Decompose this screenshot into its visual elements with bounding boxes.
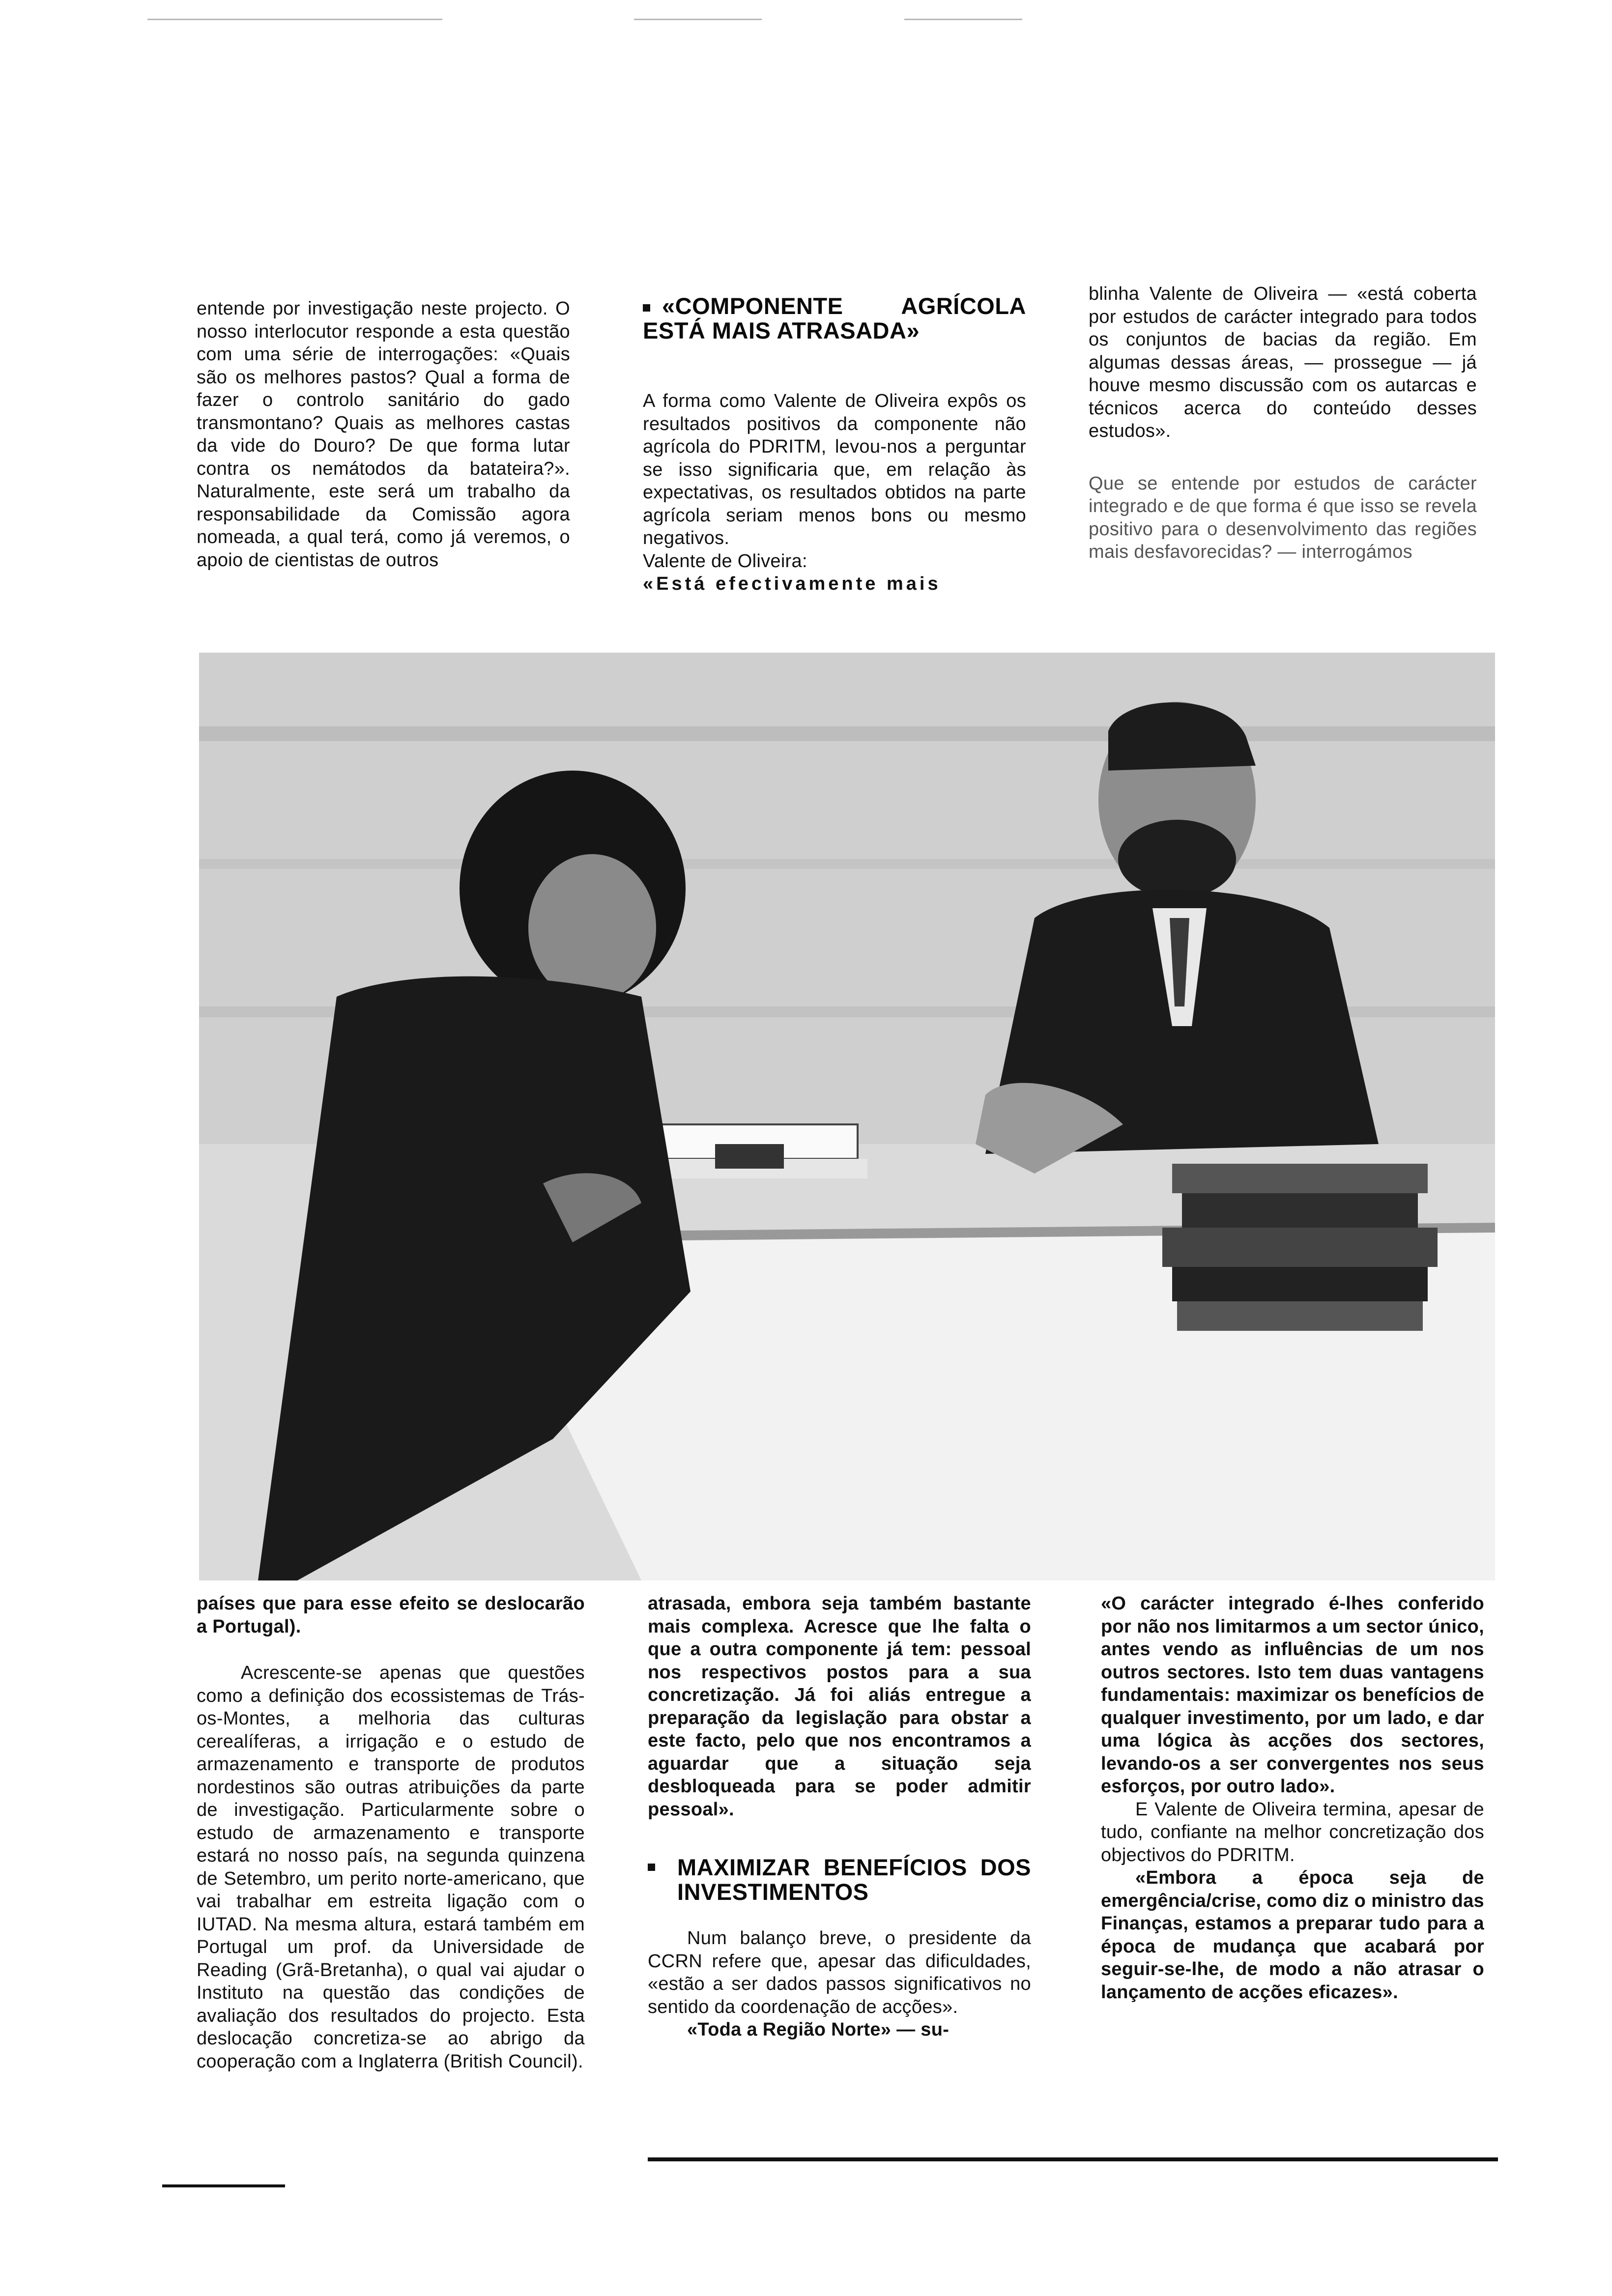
- paragraph: Num balanço breve, o presidente da CCRN refere que, apesar das dificuldades, «estão a ser dados passos significativos no sentido da coordenação de acções».: [648, 1928, 1031, 2017]
- page-bottom-rule: [648, 2157, 1498, 2161]
- section-heading-agricultural-component: «COMPONENTE AGRÍCOLA ESTÁ MAIS ATRASADA»: [643, 293, 1026, 344]
- paragraph: «Embora a época seja de emergência/crise, como diz o ministro das Finanças, estamos a preparar tudo para a época de mudança que acabará por seguir-se-lhe, de modo a não atrasar o lançamento de acções eficazes».: [1101, 1867, 1484, 2003]
- article-column-1-bottom: [197, 1592, 585, 2073]
- article-column-3-top: [1089, 283, 1477, 564]
- scan-artifact-line: [904, 19, 1022, 20]
- article-column-3-bottom: [1101, 1592, 1484, 2004]
- paragraph: Que se entende por estudos de carácter integrado e de que forma é que isso se revela positivo para o desenvolvimento das regiões mais desfavorecidas? — interrogámos: [1089, 473, 1477, 562]
- paragraph: blinha Valente de Oliveira — «está coberta por estudos de carácter integrado para todos os conjuntos de bacias da região. Em algumas dessas áreas, — prossegue — já houve mesmo discussão com os autarcas e técnicos acerca do conteúdo desses estudos».: [1089, 284, 1477, 441]
- paragraph: E Valente de Oliveira termina, apesar de tudo, confiante na melhor concretização dos objectivos do PDRITM.: [1101, 1799, 1484, 1866]
- paragraph: atrasada, embora seja também bastante mais complexa. Acresce que lhe falta o que a outra componente já tem: pessoal nos respectivos postos para a sua concretização. Já foi aliás entregue a preparação da legislação para obstar a este facto, pelo que nos encontramos a aguardar que a situação seja desbloqueada para se poder admitir pessoal».: [648, 1593, 1031, 1820]
- article-column-2-bottom: [648, 1592, 1031, 2041]
- paragraph: A forma como Valente de Oliveira expôs os resultados positivos da componente não agrícola do PDRITM, levou-nos a perguntar se isso significaria que, em relação às expectativas, os resultados obtidos na parte agrícola seriam menos bons ou mesmo negativos.: [643, 391, 1026, 548]
- paragraph: países que para esse efeito se deslocarão a Portugal).: [197, 1593, 585, 1637]
- section-heading-maximize-benefits: MAXIMIZAR BENEFÍCIOS DOS INVESTIMENTOS: [648, 1855, 1031, 1904]
- scan-artifact-line: [634, 19, 762, 20]
- page-bottom-rule-short: [162, 2184, 285, 2187]
- paragraph: «Toda a Região Norte» — su-: [687, 2019, 950, 2040]
- paragraph: entende por investigação neste projecto. O nosso interlocutor responde a esta questão com uma série de interrogações: «Quais são os melhores pastos? Qual a forma de fazer o controlo sanitário do gado transmontano? Quais as melhores castas da vide do Douro? De que forma lutar contra os nemátodos da batateira?». Naturalmente, este será um trabalho da responsabilidade da Comissão agora nomeada, a qual terá, como já veremos, o apoio de cientistas de outros: [197, 298, 570, 571]
- article-column-1-top: [197, 297, 570, 572]
- scan-artifact-line: [147, 19, 442, 20]
- paragraph: Acrescente-se apenas que questões como a definição dos ecossistemas de Trás-os-Montes, a melhoria das culturas cerealíferas, a irrigação e o estudo de armazenamento e transporte de produtos nordestinos são outras atribuições da parte de investigação. Particularmente sobre o estudo de armazenamento e transporte estará no nosso país, na segunda quinzena de Setembro, um perito norte-americano, que vai trabalhar em estreita ligação com o IUTAD. Na mesma altura, estará também em Portugal um prof. da Universidade de Reading (Grã-Bretanha), o qual vai ajudar o Instituto na questão das condições de avaliação dos resultados do projecto. Esta deslocação concretiza-se ao abrigo da cooperação com a Inglaterra (British Council).: [197, 1663, 585, 2072]
- paragraph: Valente de Oliveira:: [643, 550, 807, 572]
- square-bullet-icon: [643, 304, 650, 312]
- photo-interview-illustration: [199, 653, 1495, 1580]
- news-photo: [199, 653, 1495, 1580]
- article-column-2-top: [643, 294, 1026, 596]
- paragraph: «Está efectivamente mais: [643, 574, 941, 594]
- paragraph: «O carácter integrado é-lhes conferido por não nos limitarmos a um sector único, antes vendo as influências de um nos outros sectores. Isto tem duas vantagens fundamentais: maximizar os benefícios de qualquer investimento, por um lado, e dar uma lógica às acções dos sectores, levando-os a ser convergentes nos seus esforços, por outro lado».: [1101, 1593, 1484, 1797]
- square-bullet-icon: [648, 1864, 655, 1871]
